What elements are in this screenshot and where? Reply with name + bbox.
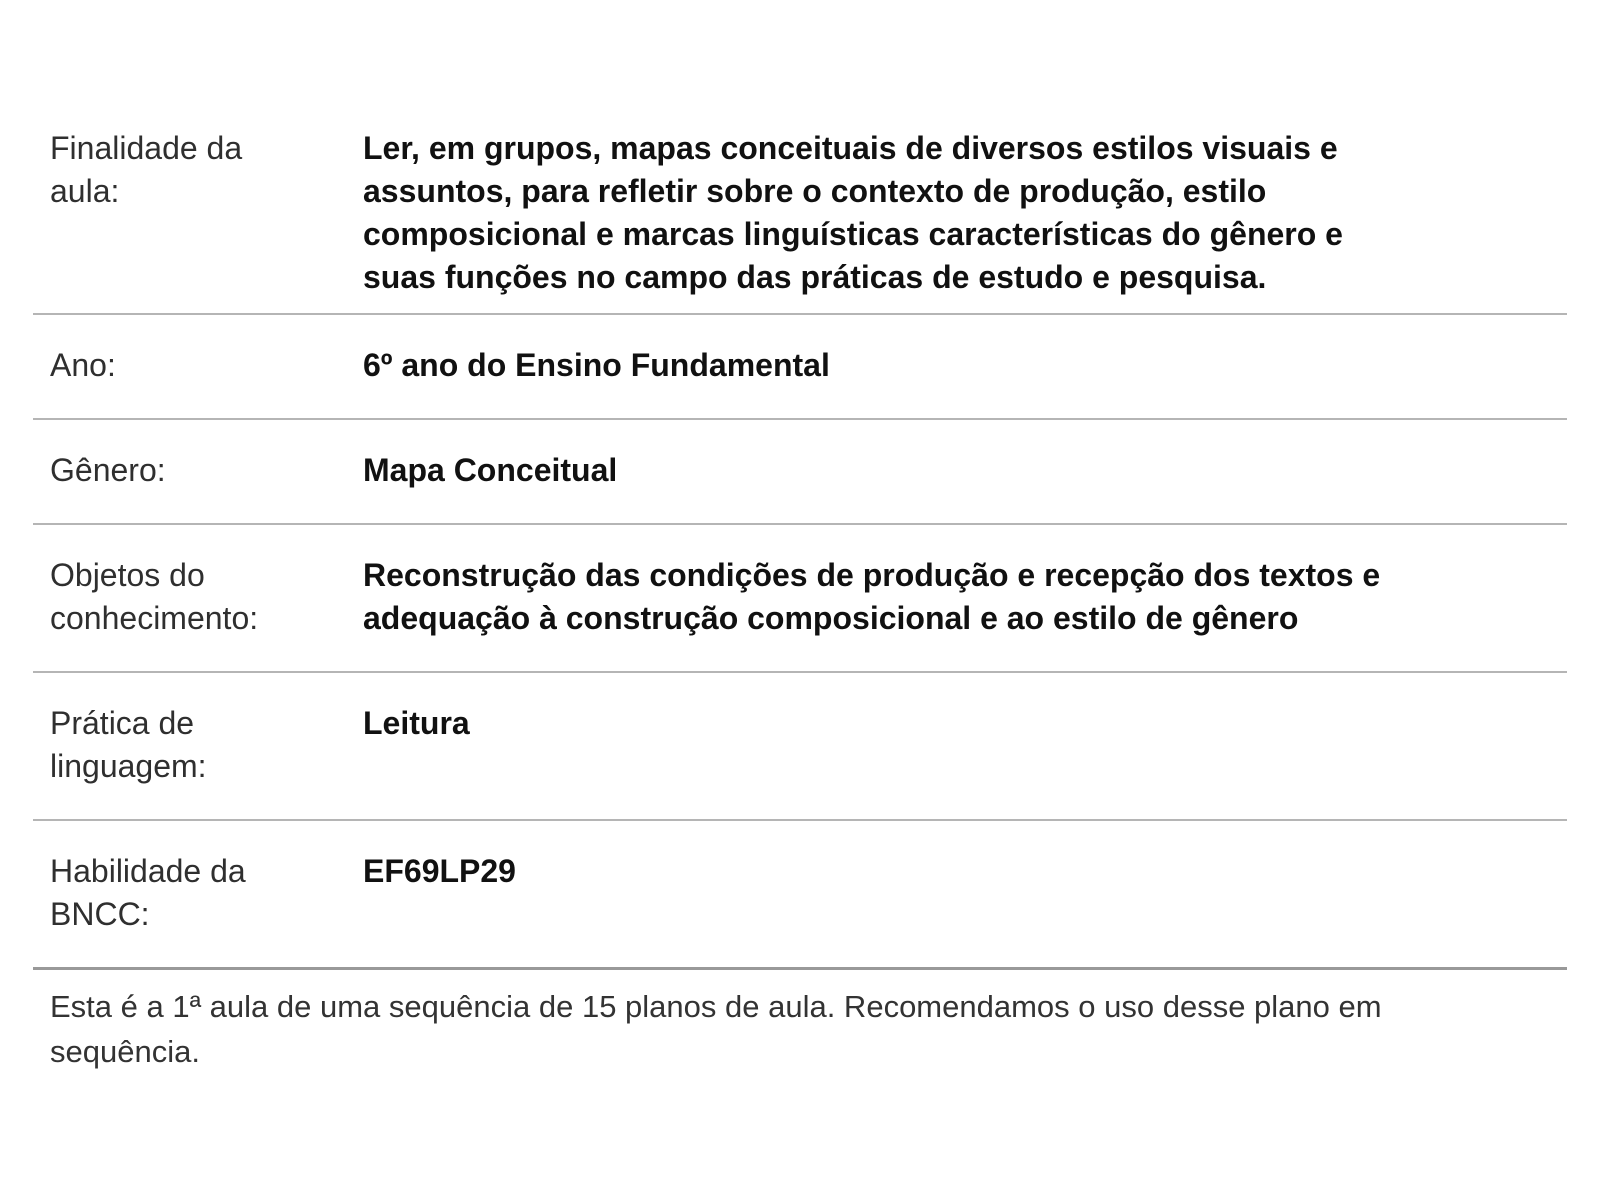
row-label: Objetos do conhecimento: [50, 557, 259, 636]
row-label: Finalidade da aula: [50, 130, 243, 209]
row-finalidade-da-aula [33, 117, 1567, 315]
lesson-plan-page [33, 0, 1567, 1074]
row-ano [33, 315, 1567, 420]
row-label: Ano: [50, 347, 116, 383]
lesson-plan-table [33, 117, 1567, 970]
row-genero [33, 420, 1567, 525]
sequence-note: Esta é a 1ª aula de uma sequência de 15 planos de aula. Recomendamos o uso desse plano em sequência. [50, 989, 1382, 1069]
row-value: Mapa Conceitual [363, 452, 618, 488]
row-objetos-do-conhecimento [33, 525, 1567, 673]
row-value: EF69LP29 [363, 853, 516, 889]
row-label: Gênero: [50, 452, 166, 488]
row-label: Prática de linguagem: [50, 705, 207, 784]
row-value: 6º ano do Ensino Fundamental [363, 347, 830, 383]
row-habilidade-da-bncc [33, 821, 1567, 970]
row-pratica-de-linguagem [33, 673, 1567, 821]
row-value: Leitura [363, 705, 470, 741]
row-label: Habilidade da BNCC: [50, 853, 246, 932]
row-value: Ler, em grupos, mapas conceituais de diversos estilos visuais e assuntos, para refletir sobre o contexto de produção, estilo composicional e marcas linguísticas características do gênero e suas funções no campo das práticas de estudo e pesquisa. [363, 130, 1343, 295]
row-value: Reconstrução das condições de produção e recepção dos textos e adequação à construção composicional e ao estilo de gênero [363, 557, 1381, 636]
